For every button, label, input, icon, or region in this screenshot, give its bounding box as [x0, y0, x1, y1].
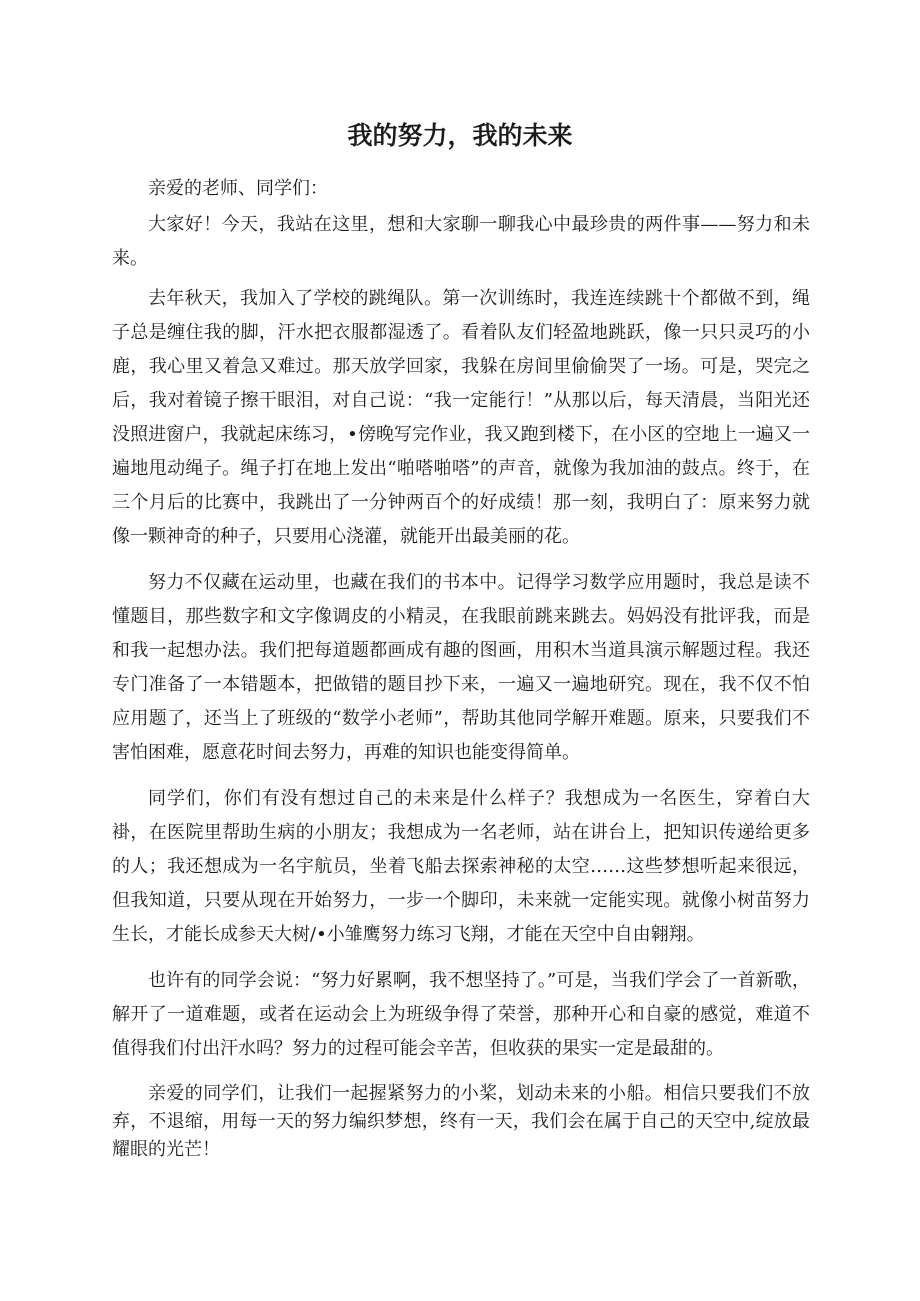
greeting: 亲爱的老师、同学们：	[148, 178, 328, 199]
document-title: 我的努力，我的未来	[347, 121, 573, 150]
paragraph-4: 同学们，你们有没有想过自己的未来是什么样子？我想成为一名医生，穿着白大褂，在医院里帮助生病的小朋友；我想成为一名老师，站在讲台上，把知识传递给更多的人；我还想成为一名宇航员，坐着飞船去探索神秘的太空……这些梦想听起来很远，但我知道，只要从现在开始努力，一步一个脚印，未来就一定能实现。就像小树苗努力生长，才能长成参天大树/•小雏鹰努力练习飞翔，才能在天空中自由翱翔。	[112, 788, 810, 945]
document-body	[112, 172, 810, 1164]
paragraph-3: 努力不仅藏在运动里，也藏在我们的书本中。记得学习数学应用题时，我总是读不懂题目，那些数字和文字像调皮的小精灵，在我眼前跳来跳去。妈妈没有批评我，而是和我一起想办法。我们把每道题都画成有趣的图画，用积木当道具演示解题过程。我还专门准备了一本错题本，把做错的题目抄下来，一遍又一遍地研究。现在，我不仅不怕应用题了，还当上了班级的“数学小老师”，帮助其他同学解开难题。原来，只要我们不害怕困难，愿意花时间去努力，再难的知识也能变得简单。	[112, 572, 810, 763]
paragraph-6: 亲爱的同学们，让我们一起握紧努力的小桨，划动未来的小船。相信只要我们不放弃，不退缩，用每一天的努力编织梦想，终有一天，我们会在属于自己的天空中,绽放最耀眼的光芒！	[112, 1083, 810, 1160]
paragraph-2: 去年秋天，我加入了学校的跳绳队。第一次训练时，我连连续跳十个都做不到，绳子总是缠住我的脚，汗水把衣服都湿透了。看着队友们轻盈地跳跃，像一只只灵巧的小鹿，我心里又着急又难过。那天放学回家，我躲在房间里偷偷哭了一场。可是，哭完之后，我对着镜子擦干眼泪，对自己说：“我一定能行！”从那以后，每天清晨，当阳光还没照进窗户，我就起床练习，•傍晚写完作业，我又跑到楼下，在小区的空地上一遍又一遍地甩动绳子。绳子打在地上发出“啪嗒啪嗒”的声音，就像为我加油的鼓点。终于，在三个月后的比赛中，我跳出了一分钟两百个的好成绩！那一刻，我明白了：原来努力就像一颗神奇的种子，只要用心浇灌，就能开出最美丽的花。	[112, 288, 810, 547]
paragraph-5: 也许有的同学会说：“努力好累啊，我不想坚持了。”可是，当我们学会了一首新歌，解开了一道难题，或者在运动会上为班级争得了荣誉，那种开心和自豪的感觉，难道不值得我们付出汗水吗？努力的过程可能会辛苦，但收获的果实一定是最甜的。	[112, 970, 810, 1059]
paragraph-1: 大家好！今天，我站在这里，想和大家聊一聊我心中最珍贵的两件事——努力和未来。	[112, 214, 810, 269]
